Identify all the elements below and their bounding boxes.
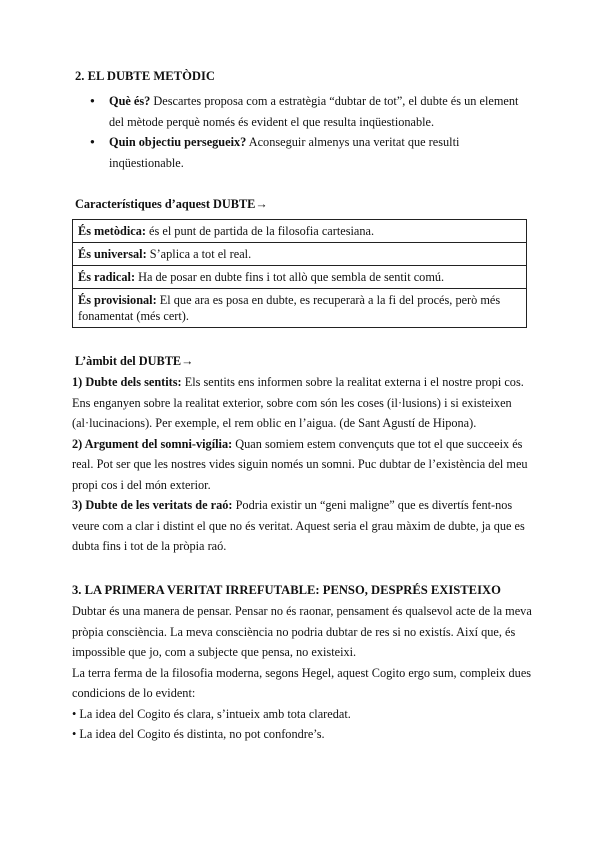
table-row bbox=[73, 266, 527, 289]
paragraph: Dubtar és una manera de pensar. Pensar no és raonar, pensament és qualsevol acte de la meva pròpia consciència. La meva consciència no podria dubtar de res si no existís. Així que, és impossible que jo, com a subjecte que pensa, no existeixi. bbox=[72, 604, 532, 659]
cell-text: S’aplica a tot el real. bbox=[146, 247, 252, 261]
bullet-text: Aconseguir almenys una veritat que resulti inqüestionable. bbox=[109, 135, 460, 170]
cell-label: És metòdica: bbox=[78, 224, 146, 238]
table-row bbox=[73, 289, 527, 328]
cell-text: El que ara es posa en dubte, es recuperarà a la fi del procés, però més fonamentat (més cert). bbox=[78, 293, 501, 323]
characteristics-heading: Característiques d’aquest DUBTE→ bbox=[75, 197, 268, 211]
scope-item bbox=[72, 495, 534, 557]
characteristics-table bbox=[72, 219, 527, 328]
section-2-bullets bbox=[90, 91, 530, 173]
scope-item-label: 3) Dubte de les veritats de raó: bbox=[72, 498, 233, 512]
scope-item-label: 1) Dubte dels sentits: bbox=[72, 375, 182, 389]
table-row bbox=[73, 243, 527, 266]
bullet-label: Quin objectiu persegueix? bbox=[109, 135, 247, 149]
paragraph: La terra ferma de la filosofia moderna, segons Hegel, aquest Cogito ergo sum, compleix dues condicions de lo evident: bbox=[72, 665, 532, 700]
section-3-title: 3. LA PRIMERA VERITAT IRREFUTABLE: PENSO, DESPRÉS EXISTEIXO bbox=[72, 583, 501, 597]
scope-item-text: Quan somiem estem convençuts que tot el que succeeix és real. Pot ser que les nostres vides siguin només un somni. Puc dubtar de l’existència del meu propi cos i del món exterior. bbox=[72, 436, 528, 492]
section-2-title: 2. EL DUBTE METÒDIC bbox=[75, 69, 215, 83]
scope-body bbox=[72, 372, 534, 557]
table-cell bbox=[73, 220, 527, 243]
scope-item-text: Els sentits ens informen sobre la realitat externa i el nostre propi cos. Ens enganyen sobre la realitat exterior, sobre com són les coses (il·lusions) i si existeixen (al·lucinacions). Per exemple, el rem oblic en l’aigua. (de Sant Agustí de Hipona). bbox=[72, 375, 524, 430]
bullet-label: Què és? bbox=[109, 94, 151, 108]
cell-label: És universal: bbox=[78, 247, 147, 261]
cell-label: És provisional: bbox=[78, 293, 157, 307]
bullet-text: Descartes proposa com a estratègia “dubtar de tot”, el dubte és un element del mètode perquè només és evident el que resulta inqüestionable. bbox=[109, 94, 519, 129]
scope-item-text: Podria existir un “geni maligne” que es divertís fent-nos veure com a clar i distint el que no és veritat. Aquest seria el grau màxim de dubte, ja que es dubta fins i tot de la pròpia raó. bbox=[72, 498, 525, 553]
table-cell bbox=[73, 243, 527, 266]
paragraph: • La idea del Cogito és distinta, no pot confondre’s. bbox=[72, 727, 325, 741]
cell-label: És radical: bbox=[78, 270, 136, 284]
bullet-item bbox=[90, 132, 530, 173]
scope-item bbox=[72, 434, 534, 496]
table-row bbox=[73, 220, 527, 243]
scope-item-label: 2) Argument del somni-vigília: bbox=[72, 436, 233, 451]
table-cell bbox=[73, 266, 527, 289]
table-cell bbox=[73, 289, 527, 328]
scope-heading: L’àmbit del DUBTE→ bbox=[75, 354, 194, 368]
cell-text: Ha de posar en dubte fins i tot allò que sembla de sentit comú. bbox=[135, 270, 445, 284]
section-3-body bbox=[72, 601, 534, 745]
paragraph: • La idea del Cogito és clara, s’intueix amb tota claredat. bbox=[72, 706, 351, 721]
scope-item bbox=[72, 372, 534, 434]
cell-text: és el punt de partida de la filosofia cartesiana. bbox=[145, 224, 375, 238]
bullet-item bbox=[90, 91, 530, 132]
